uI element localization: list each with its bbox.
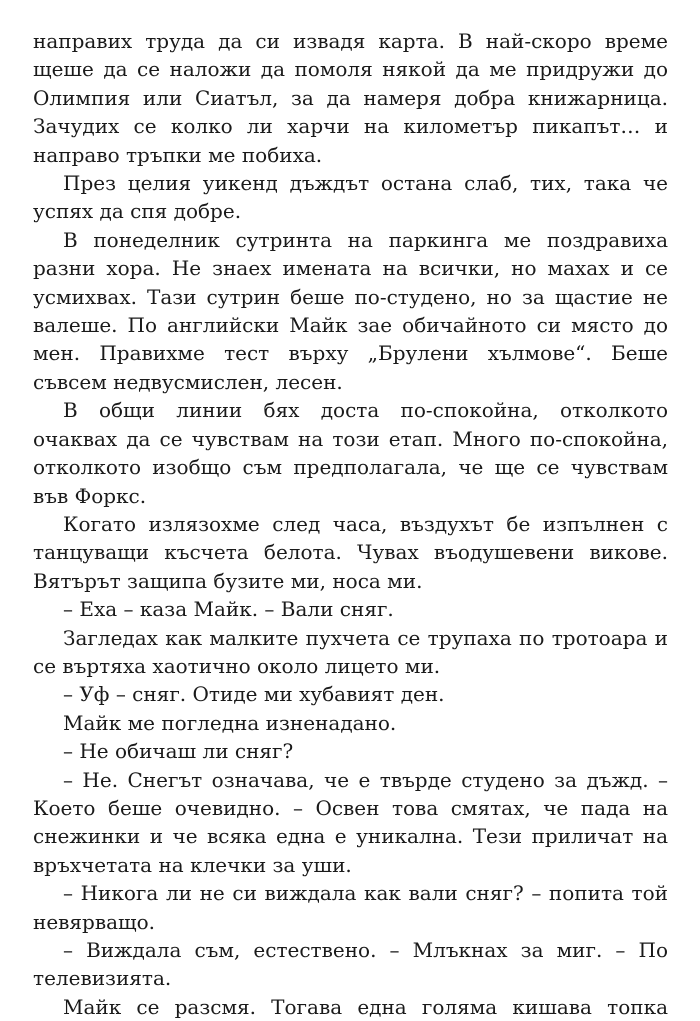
paragraph-last-line: Майк се разсмя. Тогава една голяма кишава топка <box>63 994 668 1019</box>
dialogue-line: – Не. Снегът означава, че е твърде студено за дъжд. – Което беше очевидно. – Освен това смятах, че пада на снежинки и че всяка една е уникална. Тези приличат на връхчетата на клечки за уши. <box>33 767 668 877</box>
paragraph: Загледах как малките пухчета се трупаха по тротоара и се въртяха хаотично около лицето ми. <box>33 625 668 678</box>
paragraph: Когато излязохме след часа, въздухът бе изпълнен с танцуващи късчета белота. Чувах въодушевени викове. Вятърът защипа бузите ми, носа ми. <box>33 511 668 593</box>
paragraph: В общи линии бях доста по-спокойна, отколкото очаквах да се чувствам на този етап. Много по-спокойна, отколкото изобщо съм предполагала, че ще се чувствам във Форкс. <box>33 398 668 508</box>
dialogue-line: – Не обичаш ли сняг? <box>63 739 294 764</box>
page-text <box>33 27 668 1021</box>
dialogue-line: – Уф – сняг. Отиде ми хубавият ден. <box>63 682 445 707</box>
dialogue-line: – Виждала съм, естествено. – Млъкнах за миг. – По телевизията. <box>33 938 668 991</box>
dialogue-line: – Никога ли не си виждала как вали сняг? – попита той невярващо. <box>33 881 668 934</box>
paragraph: Майк ме погледна изненадано. <box>63 710 397 735</box>
paragraph-continuation: направих труда да си извадя карта. В най-скоро време щеше да се наложи да помоля някой да ме придружи до Олимпия или Сиатъл, за да намеря добра книжарница. Зачудих се колко ли харчи на километър пикапът… и направо тръпки ме побиха. <box>33 29 668 167</box>
dialogue-line: – Еха – каза Майк. – Вали сняг. <box>63 597 394 622</box>
paragraph: През целия уикенд дъждът остана слаб, тих, така че успях да спя добре. <box>33 171 668 224</box>
paragraph: В понеделник сутринта на паркинга ме поздравиха разни хора. Не знаех имената на всички, но махах и се усмихвах. Тази сутрин беше по-студено, но за щастие не валеше. По английски Майк зае обичайното си място до мен. Правихме тест върху „Брулени хълмове“. Беше съвсем недвусмислен, лесен. <box>33 227 668 394</box>
